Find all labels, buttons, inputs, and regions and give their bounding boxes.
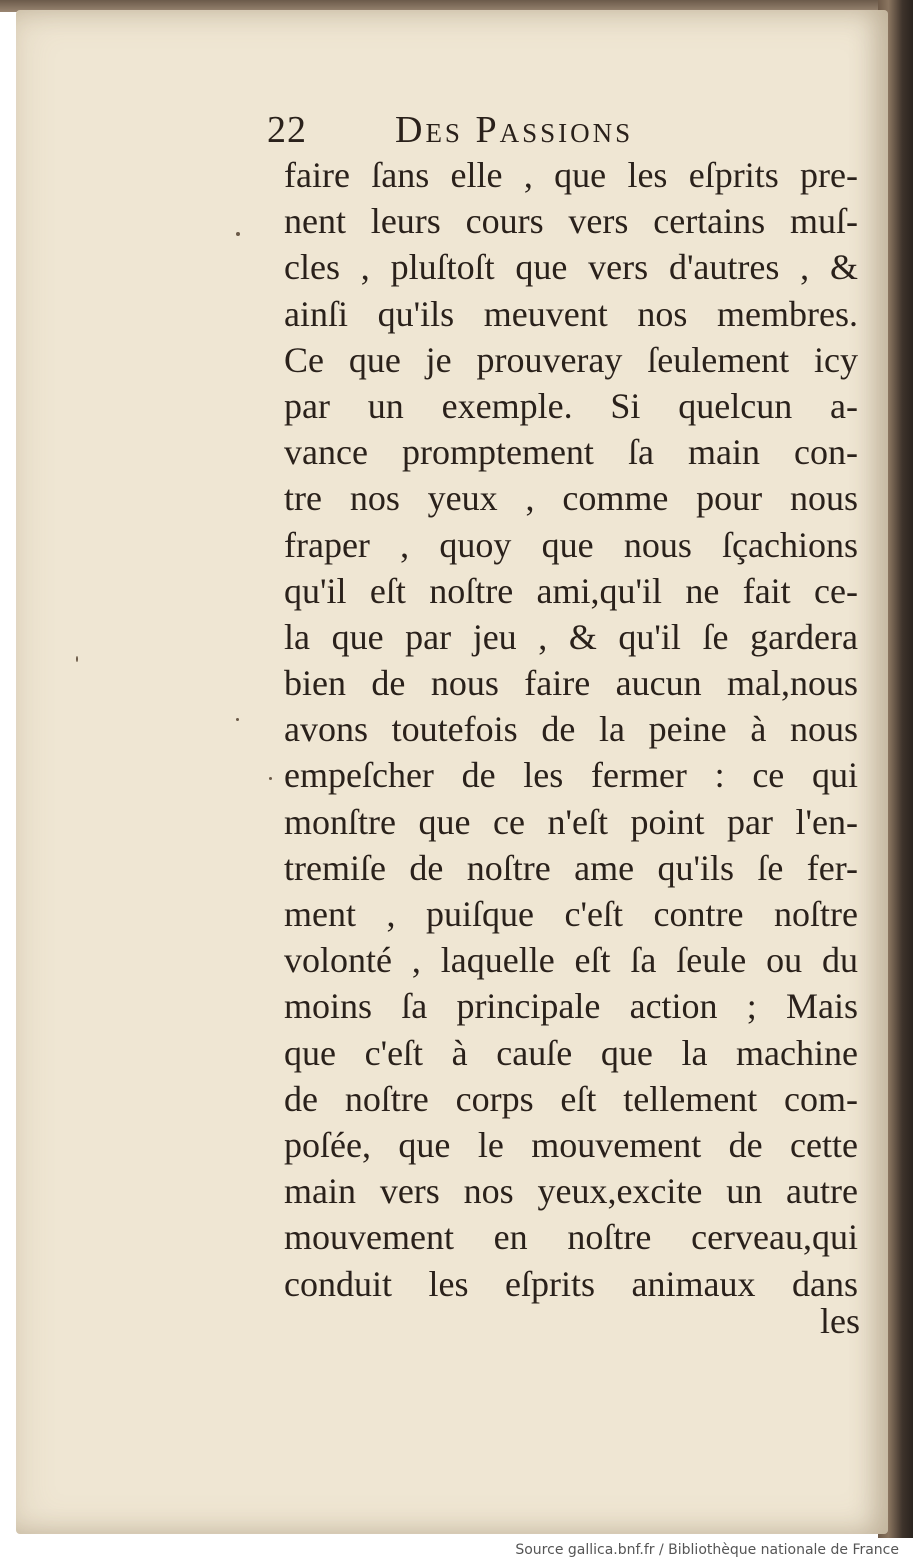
body-text xyxy=(284,152,858,1307)
text-line: ainſi qu'ils meuvent nos membres. xyxy=(284,293,858,334)
page-number: 22 xyxy=(267,109,307,151)
text-line: ment , puiſque c'eſt contre noſtre xyxy=(284,894,858,934)
text-line: volonté , laquelle eſt ſa ſeule ou du xyxy=(284,940,858,981)
text-line: qu'il eſt noſtre ami,qu'il ne fait ce- xyxy=(284,570,858,611)
text-line: main vers nos yeux,excite un autre xyxy=(284,1171,858,1212)
text-line: tremiſe de noſtre ame qu'ils ſe fer- xyxy=(284,847,858,888)
running-header xyxy=(267,108,747,154)
running-title: Des Passions xyxy=(395,109,634,151)
text-line: empeſcher de les fermer : ce qui xyxy=(284,755,858,796)
source-bar xyxy=(0,1538,913,1566)
paper-speck xyxy=(76,656,78,662)
text-line: monſtre que ce n'eſt point par l'en- xyxy=(284,801,858,842)
paper-speck xyxy=(269,777,272,780)
source-credit: Source gallica.bnf.fr / Bibliothèque nationale de France xyxy=(515,1542,899,1558)
text-line: cles , pluſtoſt que vers d'autres , & xyxy=(284,247,858,288)
paper-speck xyxy=(236,232,240,236)
text-line: nent leurs cours vers certains muſ- xyxy=(284,201,858,242)
text-line: mouvement en noſtre cerveau,qui xyxy=(284,1217,858,1258)
text-line: moins ſa principale action ; Mais xyxy=(284,986,858,1027)
text-line: fraper , quoy que nous ſçachions xyxy=(284,524,858,565)
text-line: Ce que je prouveray ſeulement icy xyxy=(284,339,858,380)
text-line: vance promptement ſa main con- xyxy=(284,432,858,473)
text-line: avons toutefois de la peine à nous xyxy=(284,709,858,750)
catchword: les xyxy=(820,1301,860,1341)
text-line: par un exemple. Si quelcun a- xyxy=(284,385,858,426)
text-line: poſée, que le mouvement de cette xyxy=(284,1124,858,1165)
text-line: bien de nous faire aucun mal,nous xyxy=(284,663,858,704)
text-line: conduit les eſprits animaux dans xyxy=(284,1263,858,1304)
text-line: tre nos yeux , comme pour nous xyxy=(284,478,858,519)
text-line: que c'eſt à cauſe que la machine xyxy=(284,1032,858,1073)
text-line: de noſtre corps eſt tellement com- xyxy=(284,1078,858,1119)
text-line: faire ſans elle , que les eſprits pre- xyxy=(284,155,858,195)
text-line: la que par jeu , & qu'il ſe gardera xyxy=(284,616,858,657)
paper-speck xyxy=(236,718,239,721)
